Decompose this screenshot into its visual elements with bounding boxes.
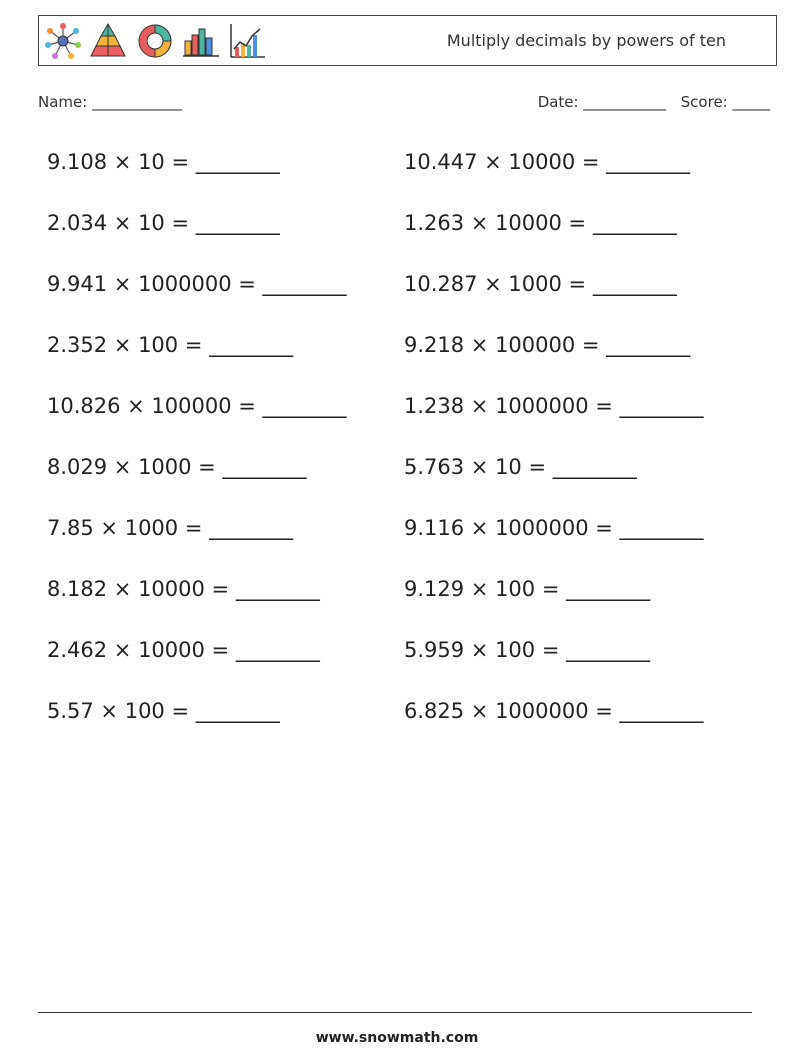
worksheet-title: Multiply decimals by powers of ten (446, 31, 726, 50)
problem-item: 8.182 × 10000 = ________ (47, 577, 320, 601)
worksheet-header (38, 15, 777, 66)
problem-item: 2.462 × 10000 = ________ (47, 638, 320, 662)
footer-website: www.snowmath.com (315, 1030, 479, 1046)
problem-item: 1.263 × 10000 = ________ (404, 211, 677, 235)
problem-item: 2.034 × 10 = ________ (47, 211, 280, 235)
line-chart-icon (227, 21, 267, 61)
pyramid-icon (88, 21, 128, 61)
footer-divider (38, 1012, 752, 1013)
problem-item: 10.287 × 1000 = ________ (404, 272, 677, 296)
problem-item: 5.57 × 100 = ________ (47, 699, 280, 723)
date-field: Date: ___________ (537, 93, 666, 111)
donut-chart-icon (135, 21, 175, 61)
score-field: Score: _____ (680, 93, 770, 111)
bar-chart-icon (181, 21, 221, 61)
date-score-fields (538, 93, 770, 111)
network-icon (43, 21, 83, 61)
problem-item: 10.447 × 10000 = ________ (404, 150, 691, 174)
problem-item: 5.763 × 10 = ________ (404, 455, 637, 479)
problem-item: 7.85 × 1000 = ________ (47, 516, 294, 540)
problem-item: 9.941 × 1000000 = ________ (47, 272, 347, 296)
problem-item: 2.352 × 100 = ________ (47, 333, 294, 357)
problem-item: 1.238 × 1000000 = ________ (404, 394, 704, 418)
problem-item: 10.826 × 100000 = ________ (47, 394, 347, 418)
problem-item: 9.129 × 100 = ________ (404, 577, 651, 601)
name-field: Name: ____________ (38, 93, 183, 111)
problem-item: 9.116 × 1000000 = ________ (404, 516, 704, 540)
problem-item: 5.959 × 100 = ________ (404, 638, 651, 662)
problem-item: 9.218 × 100000 = ________ (404, 333, 691, 357)
problem-item: 6.825 × 1000000 = ________ (404, 699, 704, 723)
problem-item: 8.029 × 1000 = ________ (47, 455, 307, 479)
problem-item: 9.108 × 10 = ________ (47, 150, 280, 174)
